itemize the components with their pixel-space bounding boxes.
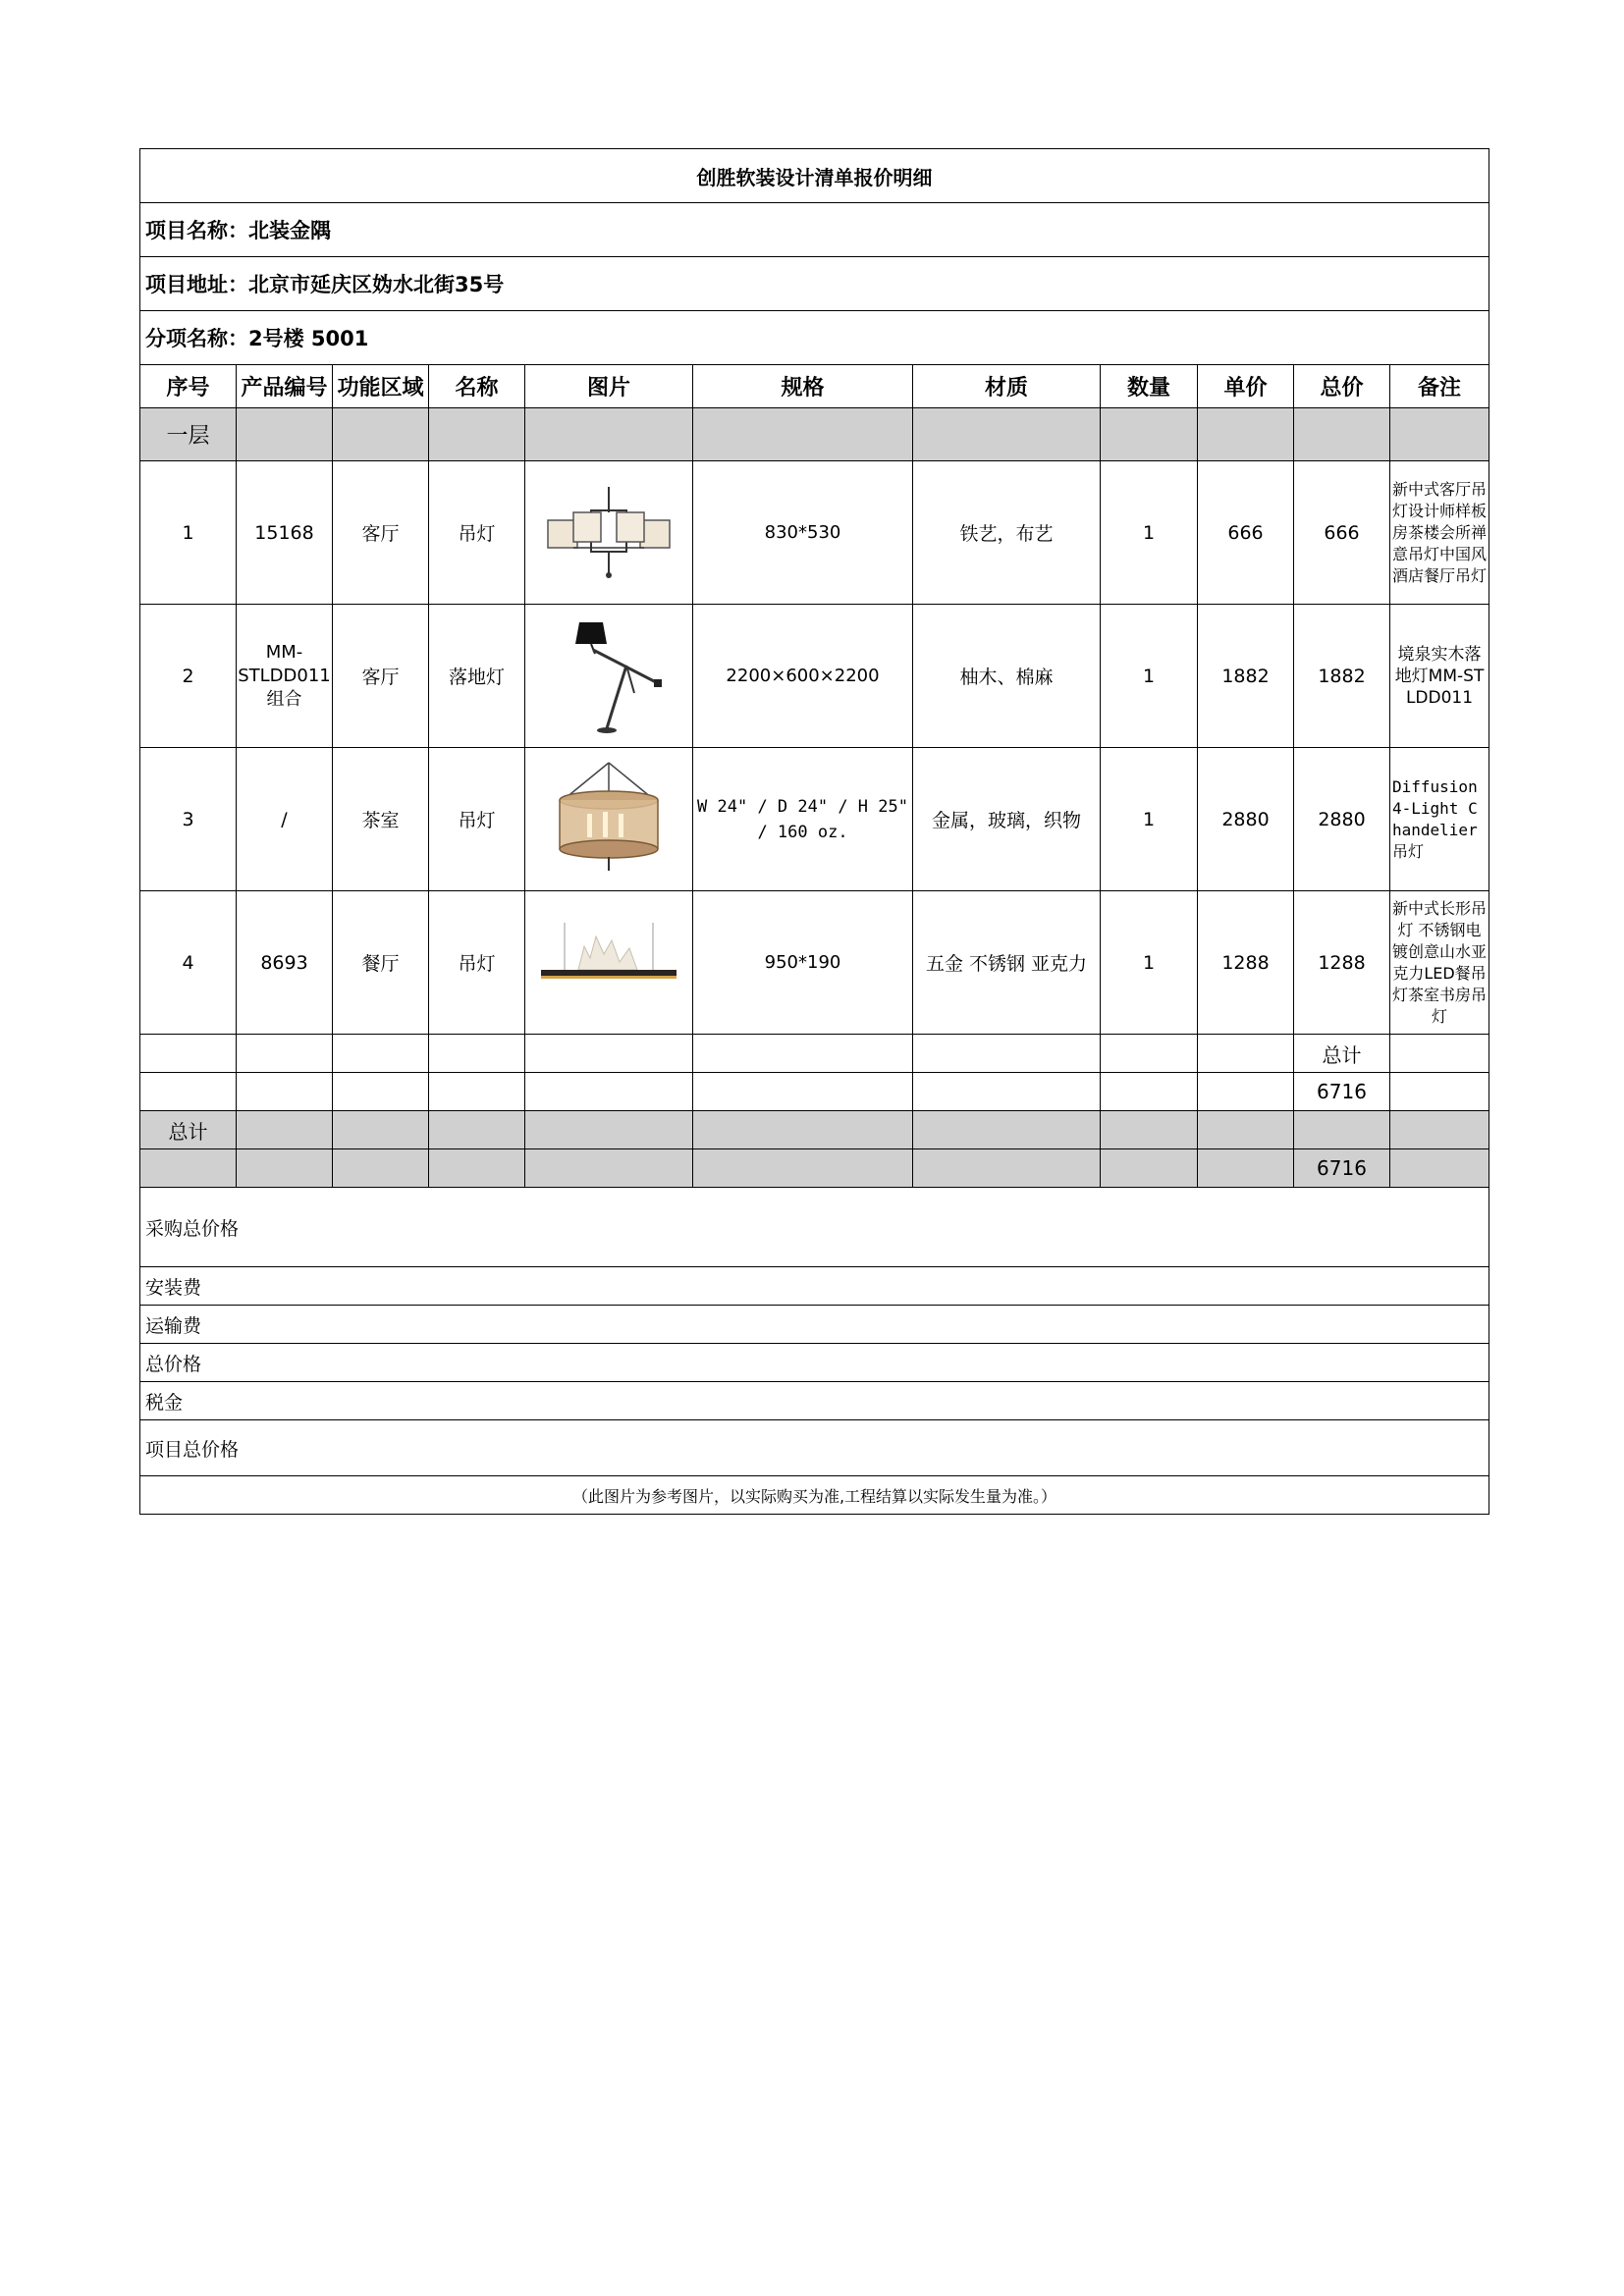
item-no: 2 xyxy=(140,605,237,748)
transport-fee-label: 运输费 xyxy=(140,1306,1489,1344)
item-code: MM-STLDD011组合 xyxy=(237,605,333,748)
item-image xyxy=(525,461,693,605)
item-material: 柚木、棉麻 xyxy=(913,605,1101,748)
project-name: 项目名称：北装金隅 xyxy=(140,203,1489,257)
project-total-label: 项目总价格 xyxy=(140,1420,1489,1476)
project-address: 项目地址：北京市延庆区妫水北街35号 xyxy=(140,257,1489,311)
item-code: / xyxy=(237,748,333,891)
item-total: 2880 xyxy=(1294,748,1390,891)
item-area: 餐厅 xyxy=(333,891,429,1035)
item-spec: 950*190 xyxy=(693,891,913,1035)
item-image xyxy=(525,891,693,1035)
item-total: 1882 xyxy=(1294,605,1390,748)
header-note: 备注 xyxy=(1390,365,1489,408)
item-name: 落地灯 xyxy=(429,605,525,748)
section-label: 一层 xyxy=(140,408,237,461)
section-row xyxy=(140,408,1489,461)
item-material: 铁艺，布艺 xyxy=(913,461,1101,605)
quotation-sheet xyxy=(139,148,1489,1517)
item-total: 666 xyxy=(1294,461,1390,605)
total-price-label: 总价格 xyxy=(140,1344,1489,1382)
table-row xyxy=(140,605,1489,748)
header-total: 总价 xyxy=(1294,365,1390,408)
item-spec: W 24" / D 24" / H 25" / 160 oz. xyxy=(693,748,913,891)
header-qty: 数量 xyxy=(1101,365,1198,408)
header-area: 功能区域 xyxy=(333,365,429,408)
item-unit-price: 1288 xyxy=(1198,891,1294,1035)
item-note: 新中式长形吊灯 不锈钢电镀创意山水亚克力LED餐吊灯茶室书房吊灯 xyxy=(1390,891,1489,1035)
item-image xyxy=(525,748,693,891)
header-name: 名称 xyxy=(429,365,525,408)
item-name: 吊灯 xyxy=(429,748,525,891)
floor-lamp-icon xyxy=(550,614,668,738)
header-material: 材质 xyxy=(913,365,1101,408)
item-qty: 1 xyxy=(1101,891,1198,1035)
linear-pendant-icon xyxy=(535,919,682,1007)
header-no: 序号 xyxy=(140,365,237,408)
chandelier-icon xyxy=(544,485,674,581)
item-spec: 830*530 xyxy=(693,461,913,605)
item-note: Diffusion 4-Light Chandelier 吊灯 xyxy=(1390,748,1489,891)
item-area: 客厅 xyxy=(333,605,429,748)
item-no: 1 xyxy=(140,461,237,605)
item-unit-price: 1882 xyxy=(1198,605,1294,748)
subtotal-value-row xyxy=(140,1073,1489,1111)
item-unit-price: 2880 xyxy=(1198,748,1294,891)
sub-item-name: 分项名称：2号楼 5001 xyxy=(140,311,1489,365)
quotation-table xyxy=(139,148,1489,1515)
item-qty: 1 xyxy=(1101,461,1198,605)
tax-label: 税金 xyxy=(140,1382,1489,1420)
header-row xyxy=(140,365,1489,408)
grand-total-label-row xyxy=(140,1111,1489,1149)
item-no: 3 xyxy=(140,748,237,891)
purchase-total-label: 采购总价格 xyxy=(140,1188,1489,1267)
item-total: 1288 xyxy=(1294,891,1390,1035)
item-spec: 2200×600×2200 xyxy=(693,605,913,748)
footer-note: （此图片为参考图片，以实际购买为准,工程结算以实际发生量为准。） xyxy=(140,1476,1489,1515)
table-row xyxy=(140,461,1489,605)
subtotal-label: 总计 xyxy=(1294,1035,1390,1073)
item-no: 4 xyxy=(140,891,237,1035)
grand-total-value-row xyxy=(140,1149,1489,1188)
subtotal-value: 6716 xyxy=(1294,1073,1390,1111)
item-qty: 1 xyxy=(1101,605,1198,748)
table-row xyxy=(140,748,1489,891)
drum-chandelier-icon xyxy=(548,759,670,881)
item-area: 茶室 xyxy=(333,748,429,891)
item-note: 新中式客厅吊灯设计师样板房茶楼会所禅意吊灯中国风酒店餐厅吊灯 xyxy=(1390,461,1489,605)
item-code: 8693 xyxy=(237,891,333,1035)
header-image: 图片 xyxy=(525,365,693,408)
item-material: 金属，玻璃，织物 xyxy=(913,748,1101,891)
install-fee-label: 安装费 xyxy=(140,1267,1489,1306)
item-unit-price: 666 xyxy=(1198,461,1294,605)
item-name: 吊灯 xyxy=(429,891,525,1035)
item-code: 15168 xyxy=(237,461,333,605)
grand-total-label: 总计 xyxy=(140,1111,237,1149)
header-unit-price: 单价 xyxy=(1198,365,1294,408)
item-area: 客厅 xyxy=(333,461,429,605)
subtotal-label-row xyxy=(140,1035,1489,1073)
item-name: 吊灯 xyxy=(429,461,525,605)
item-image xyxy=(525,605,693,748)
grand-total-value: 6716 xyxy=(1294,1149,1390,1188)
header-code: 产品编号 xyxy=(237,365,333,408)
item-qty: 1 xyxy=(1101,748,1198,891)
item-material: 五金 不锈钢 亚克力 xyxy=(913,891,1101,1035)
item-note: 境泉实木落地灯MM-STLDD011 xyxy=(1390,605,1489,748)
sheet-title: 创胜软装设计清单报价明细 xyxy=(140,149,1489,203)
header-spec: 规格 xyxy=(693,365,913,408)
table-row xyxy=(140,891,1489,1035)
